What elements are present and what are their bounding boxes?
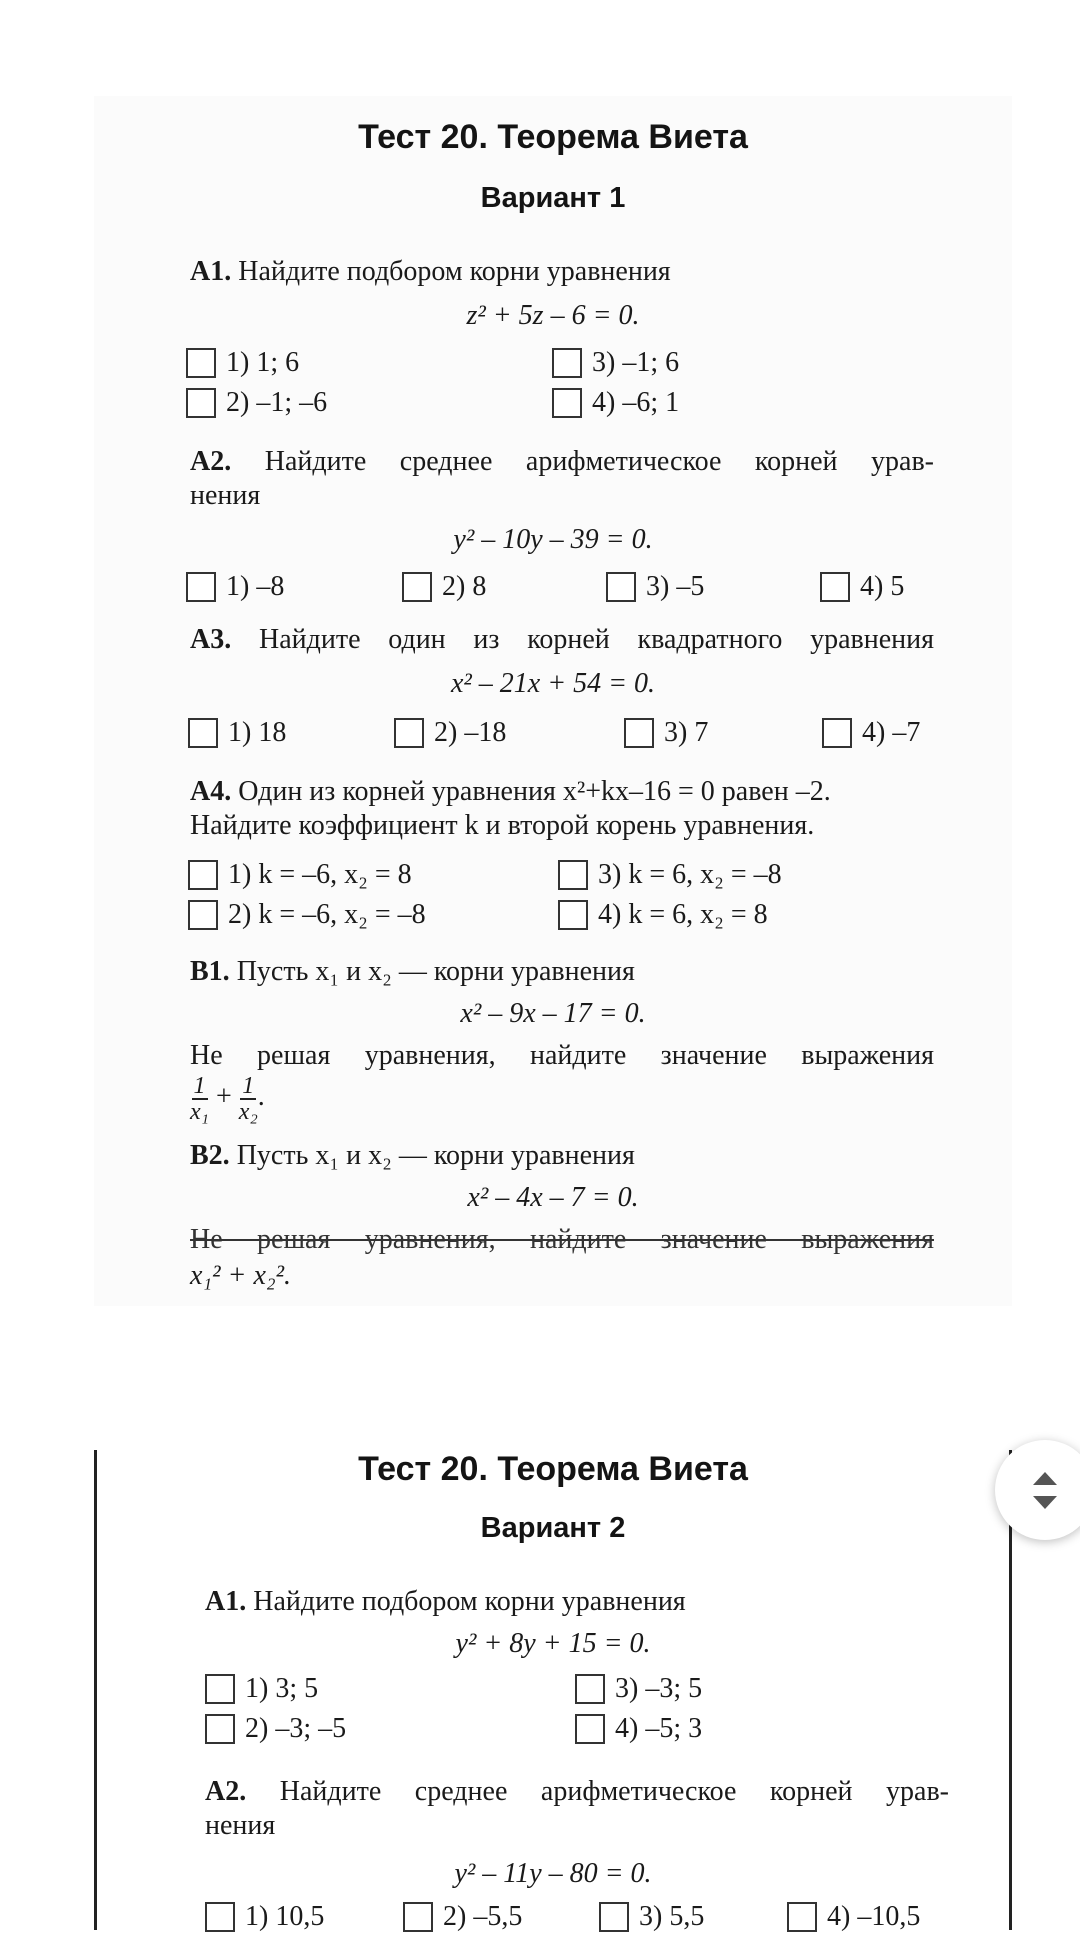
checkbox[interactable]	[552, 388, 582, 418]
question-label: А2.	[190, 446, 232, 477]
question-label: А1.	[205, 1586, 247, 1617]
question-b1	[190, 956, 934, 988]
question-text: Найдите подбором корни уравнения	[238, 256, 671, 287]
answer-option[interactable]: 4) k = 6, x₂ = 8	[558, 898, 768, 932]
checkbox[interactable]	[552, 348, 582, 378]
question-a2	[205, 1776, 949, 1808]
question-a4	[190, 776, 934, 808]
expression: x₁² + x₂².	[190, 1260, 292, 1291]
checkbox[interactable]	[188, 900, 218, 930]
answer-option[interactable]: 4) –5; 3	[575, 1712, 702, 1746]
answer-option[interactable]: 4) 5	[820, 570, 904, 604]
checkbox[interactable]	[205, 1714, 235, 1744]
up-down-arrows-icon	[1033, 1472, 1057, 1485]
question-text-continued: Не решая уравнения, найдите значение выражения	[190, 1040, 934, 1071]
fraction: $\frac{1}{\text{x₂}}$	[238, 1072, 258, 1125]
chevron-down-icon	[1033, 1496, 1057, 1509]
checkbox[interactable]	[820, 572, 850, 602]
answer-option[interactable]: 2) –1; –6	[186, 386, 327, 420]
test-page-variant-1	[94, 96, 1012, 1306]
equation: y² + 8y + 15 = 0.	[455, 1628, 651, 1659]
answer-option[interactable]: 3) 7	[624, 716, 708, 750]
answer-option[interactable]: 2) –3; –5	[205, 1712, 346, 1746]
question-text: Найдите подбором корни уравнения	[253, 1586, 686, 1617]
fraction: $\frac{1}{\text{x₁}}$	[190, 1072, 209, 1125]
checkbox[interactable]	[403, 1902, 433, 1932]
question-label: А2.	[205, 1776, 247, 1807]
answer-option[interactable]: 2) 8	[402, 570, 486, 604]
question-label: В1.	[190, 956, 230, 987]
page-title: Тест 20. Теорема Виета	[358, 118, 748, 156]
checkbox[interactable]	[188, 718, 218, 748]
question-text: Найдите один из корней квадратного уравнения	[258, 624, 935, 655]
checkbox[interactable]	[186, 572, 216, 602]
checkbox[interactable]	[787, 1902, 817, 1932]
checkbox[interactable]	[205, 1674, 235, 1704]
question-label: А3.	[190, 624, 232, 655]
equation: x² – 4x – 7 = 0.	[467, 1182, 639, 1213]
checkbox[interactable]	[558, 900, 588, 930]
checkbox[interactable]	[205, 1902, 235, 1932]
question-text-continued: нения	[205, 1810, 276, 1841]
answer-option[interactable]: 1) 3; 5	[205, 1672, 318, 1706]
answer-option[interactable]: 2) –5,5	[403, 1900, 522, 1934]
question-label: А1.	[190, 256, 232, 287]
expression: $\frac{1}{\text{x₁}}$ + $\frac{1}{\text{x₂}}$ .	[190, 1072, 265, 1125]
checkbox[interactable]	[402, 572, 432, 602]
checkbox[interactable]	[186, 388, 216, 418]
question-text: Пусть x₁ и x₂ — корни уравнения	[236, 1140, 635, 1171]
answer-option[interactable]: 2) –18	[394, 716, 506, 750]
answer-option[interactable]: 1) 18	[188, 716, 286, 750]
question-a3	[190, 624, 934, 656]
equation: z² + 5z – 6 = 0.	[466, 300, 640, 331]
checkbox[interactable]	[558, 860, 588, 890]
question-text: Найдите среднее арифметическое корней урав-	[264, 446, 934, 477]
question-text: Пусть x₁ и x₂ — корни уравнения	[236, 956, 635, 987]
answer-option[interactable]: 4) –7	[822, 716, 920, 750]
answer-option[interactable]: 4) –6; 1	[552, 386, 679, 420]
question-label: А4.	[190, 776, 232, 807]
answer-option[interactable]: 3) k = 6, x₂ = –8	[558, 858, 782, 892]
equation: x² – 21x + 54 = 0.	[450, 668, 656, 699]
variant-heading: Вариант 2	[480, 1512, 626, 1544]
checkbox[interactable]	[599, 1902, 629, 1932]
question-text: Найдите среднее арифметическое корней урав-	[279, 1776, 949, 1807]
answer-option[interactable]: 2) k = –6, x₂ = –8	[188, 898, 426, 932]
question-a1	[205, 1586, 949, 1618]
equation: y² – 10y – 39 = 0.	[453, 524, 653, 555]
question-a1	[190, 256, 934, 288]
question-text-continued: нения	[190, 480, 261, 511]
checkbox[interactable]	[186, 348, 216, 378]
checkbox[interactable]	[575, 1674, 605, 1704]
equation: x² – 9x – 17 = 0.	[460, 998, 646, 1029]
question-text-continued: Не решая уравнения, найдите значение выражения	[190, 1224, 934, 1255]
answer-option[interactable]: 1) 1; 6	[186, 346, 299, 380]
answer-option[interactable]: 3) –5	[606, 570, 704, 604]
test-page-variant-2	[94, 1450, 1012, 1930]
question-label: В2.	[190, 1140, 230, 1171]
answer-option[interactable]: 1) 10,5	[205, 1900, 324, 1934]
question-text: Один из корней уравнения x²+kx–16 = 0 равен –2.	[238, 776, 831, 807]
answer-option[interactable]: 3) –1; 6	[552, 346, 679, 380]
question-a2	[190, 446, 934, 478]
question-text-continued: Найдите коэффициент k и второй корень уравнения.	[190, 810, 815, 841]
page-title: Тест 20. Теорема Виета	[358, 1450, 748, 1488]
checkbox[interactable]	[575, 1714, 605, 1744]
answer-option[interactable]: 4) –10,5	[787, 1900, 920, 1934]
answer-option[interactable]: 3) –3; 5	[575, 1672, 702, 1706]
checkbox[interactable]	[822, 718, 852, 748]
checkbox[interactable]	[606, 572, 636, 602]
checkbox[interactable]	[188, 860, 218, 890]
checkbox[interactable]	[394, 718, 424, 748]
answer-option[interactable]: 1) –8	[186, 570, 284, 604]
question-b2	[190, 1140, 934, 1172]
equation: y² – 11y – 80 = 0.	[454, 1858, 652, 1889]
answer-option[interactable]: 3) 5,5	[599, 1900, 704, 1934]
checkbox[interactable]	[624, 718, 654, 748]
variant-heading: Вариант 1	[480, 182, 626, 214]
answer-option[interactable]: 1) k = –6, x₂ = 8	[188, 858, 412, 892]
